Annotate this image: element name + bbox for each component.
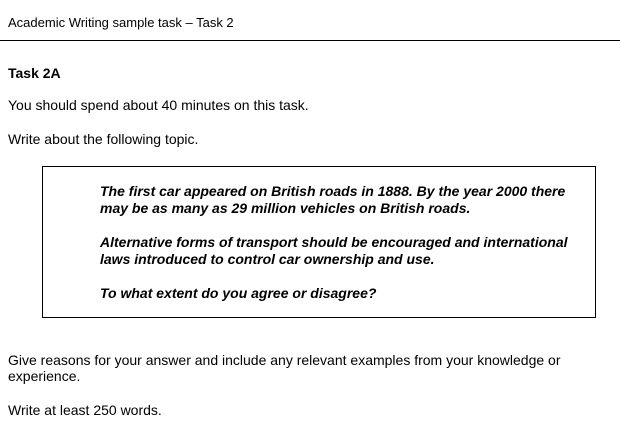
word-count-instruction: Write at least 250 words. xyxy=(8,402,162,418)
prompt-paragraph-2: Alternative forms of transport should be encouraged and international laws introduced to control car ownership and use. xyxy=(100,234,568,267)
topic-instruction: Write about the following topic. xyxy=(8,131,199,147)
time-instruction: You should spend about 40 minutes on this task. xyxy=(8,97,309,113)
header-divider xyxy=(0,40,620,41)
essay-prompt-box xyxy=(42,166,596,318)
page-header-title: Academic Writing sample task – Task 2 xyxy=(8,15,234,30)
task-heading: Task 2A xyxy=(8,65,61,81)
prompt-paragraph-1: The first car appeared on British roads in 1888. By the year 2000 there may be as many as 29 million vehicles on British roads. xyxy=(100,183,566,216)
prompt-question: To what extent do you agree or disagree? xyxy=(100,285,377,301)
reasons-instruction: Give reasons for your answer and include any relevant examples from your knowledge or experience. xyxy=(8,352,561,384)
